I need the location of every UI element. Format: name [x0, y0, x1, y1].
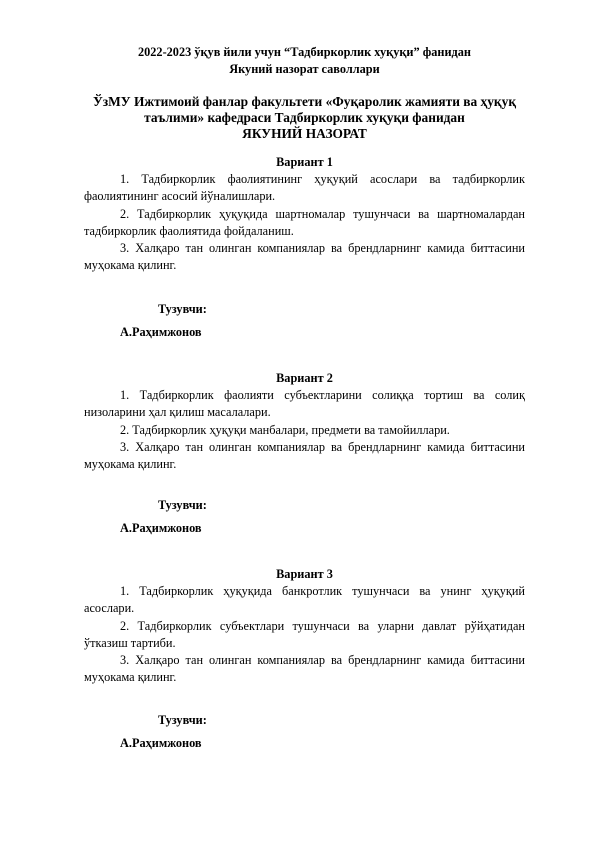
question-item: 1. Тадбиркорлик фаолияти субъектларини солиққа тортиш ва солиқ низоларини ҳал қилиш масалалари. — [84, 388, 525, 420]
question-item: 2. Тадбиркорлик субъектлари тушунчаси ва уларни давлат рўйҳатидан ўтказиш тартиби. — [84, 618, 525, 650]
question-item: 3. Халқаро тан олинган компаниялар ва брендларнинг камида биттасини муҳокама қилинг. — [84, 241, 525, 273]
question-item: 3. Халқаро тан олинган компаниялар ва брендларнинг камида биттасини муҳокама қилинг. — [84, 439, 525, 472]
signer-name: А.Раҳимжонов — [120, 736, 202, 751]
signer-role: Тузувчи: — [158, 302, 207, 316]
variant-3 — [84, 566, 525, 686]
question-item: 3. Халқаро тан олинган компаниялар ва брендларнинг камида биттасини муҳокама қилинг. — [84, 653, 525, 685]
question-item: 1. Тадбиркорлик ҳуқуқида банкротлик тушунчаси ва унинг ҳуқуқий асослари. — [84, 584, 525, 616]
department-line-1: ЎзМУ Ижтимоий фанлар факультети «Фуқаролик жамияти ва ҳуқуқ — [92, 94, 517, 109]
variant-title: Вариант 1 — [276, 155, 333, 169]
variant-2 — [84, 370, 525, 473]
department-header — [84, 94, 525, 142]
variant-1 — [84, 154, 525, 274]
signer-name: А.Раҳимжонов — [120, 521, 202, 536]
question-item: 2. Тадбиркорлик ҳуқуқи манбалари, предмети ва тамойиллари. — [120, 422, 450, 437]
question-item: 1. Тадбиркорлик фаолиятининг ҳуқуқий асослари ва тадбиркорлик фаолиятининг асосий йўналишлари. — [84, 172, 525, 204]
title-line-2: Якуний назорат саволлари — [229, 61, 380, 76]
signer-block-1 — [84, 301, 525, 341]
document-title — [84, 44, 525, 77]
department-line-2: таълими» кафедраси Тадбиркорлик хуқуқи фанидан — [144, 110, 465, 125]
signer-role: Тузувчи: — [158, 713, 207, 727]
question-item: 2. Тадбиркорлик ҳуқуқида шартномалар тушунчаси ва шартномалардан тадбиркорлик фаолиятида фойдаланиш. — [84, 206, 525, 238]
signer-role: Тузувчи: — [158, 498, 207, 512]
signer-block-3 — [84, 712, 525, 752]
variant-title: Вариант 2 — [276, 371, 333, 385]
variant-title: Вариант 3 — [276, 567, 333, 581]
exam-heading: ЯКУНИЙ НАЗОРАТ — [242, 126, 367, 141]
signer-name: А.Раҳимжонов — [120, 325, 202, 340]
title-line-1: 2022-2023 ўқув йили учун “Тадбиркорлик хуқуқи” фанидан — [137, 45, 472, 59]
signer-block-2 — [84, 497, 525, 537]
